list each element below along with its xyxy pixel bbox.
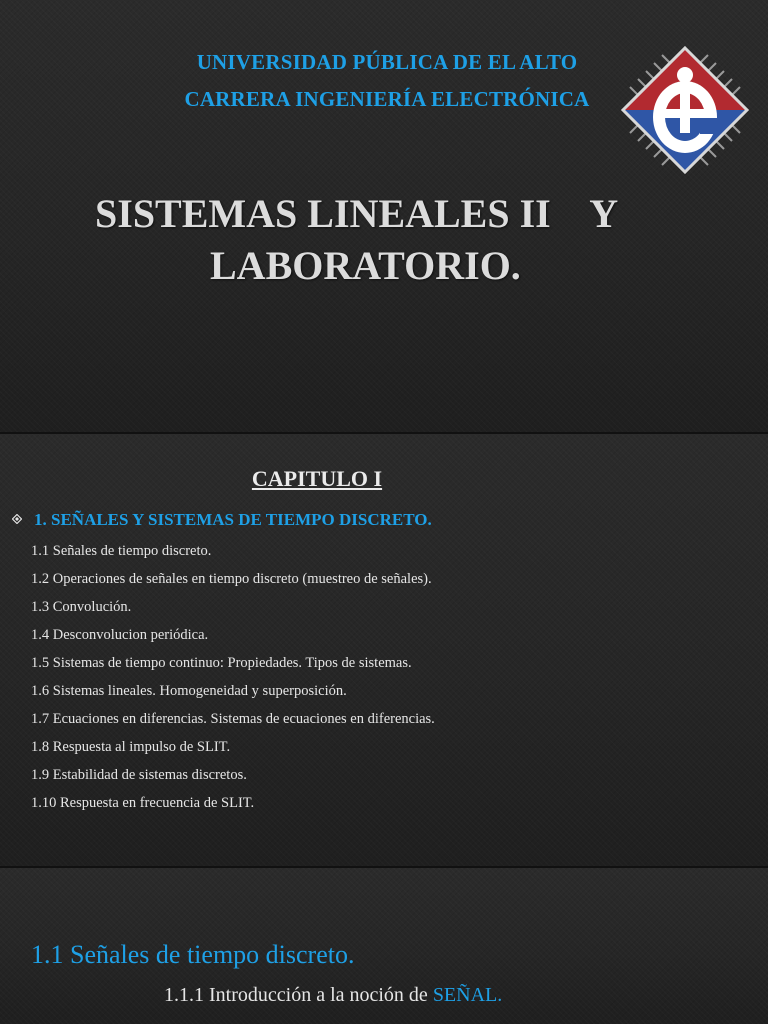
topic-item: 1.10 Respuesta en frecuencia de SLIT. [31, 795, 255, 811]
topic-list [31, 542, 435, 822]
topic-item: 1.7 Ecuaciones en diferencias. Sistemas de ecuaciones en diferencias. [31, 711, 435, 727]
course-title-line-2: LABORATORIO. [210, 243, 521, 288]
section-slide [0, 868, 768, 1024]
section-title: 1. SEÑALES Y SISTEMAS DE TIEMPO DISCRETO. [34, 510, 432, 529]
topic-item: 1.5 Sistemas de tiempo continuo: Propiedades. Tipos de sistemas. [31, 655, 412, 671]
subtitle-highlight: SEÑAL. [432, 984, 503, 1006]
chapter-heading: CAPITULO I [251, 466, 383, 491]
university-name: UNIVERSIDAD PÚBLICA DE EL ALTO [196, 50, 578, 74]
topic-item: 1.3 Convolución. [31, 599, 132, 615]
topic-item: 1.1 Señales de tiempo discreto. [31, 543, 212, 559]
diamond-bullet-icon [12, 514, 22, 524]
topic-item: 1.9 Estabilidad de sistemas discretos. [31, 767, 247, 783]
electronics-engineering-emblem-icon [620, 45, 750, 175]
cover-slide [0, 0, 768, 432]
career-name: CARRERA INGENIERÍA ELECTRÓNICA [184, 87, 590, 111]
topic-item: 1.2 Operaciones de señales en tiempo discreto (muestreo de señales). [31, 571, 432, 587]
section-slide-title: 1.1 Señales de tiempo discreto. [31, 940, 355, 969]
section-bullet-row [12, 510, 432, 530]
topic-item: 1.4 Desconvolucion periódica. [31, 627, 209, 643]
course-title-line-1: SISTEMAS LINEALES II Y [95, 191, 619, 236]
topic-item: 1.6 Sistemas lineales. Homogeneidad y superposición. [31, 683, 347, 699]
subtitle-prefix: 1.1.1 Introducción a la noción de [164, 984, 428, 1006]
contents-slide [0, 434, 768, 866]
section-slide-subtitle [164, 984, 502, 1007]
topic-item: 1.8 Respuesta al impulso de SLIT. [31, 739, 231, 755]
